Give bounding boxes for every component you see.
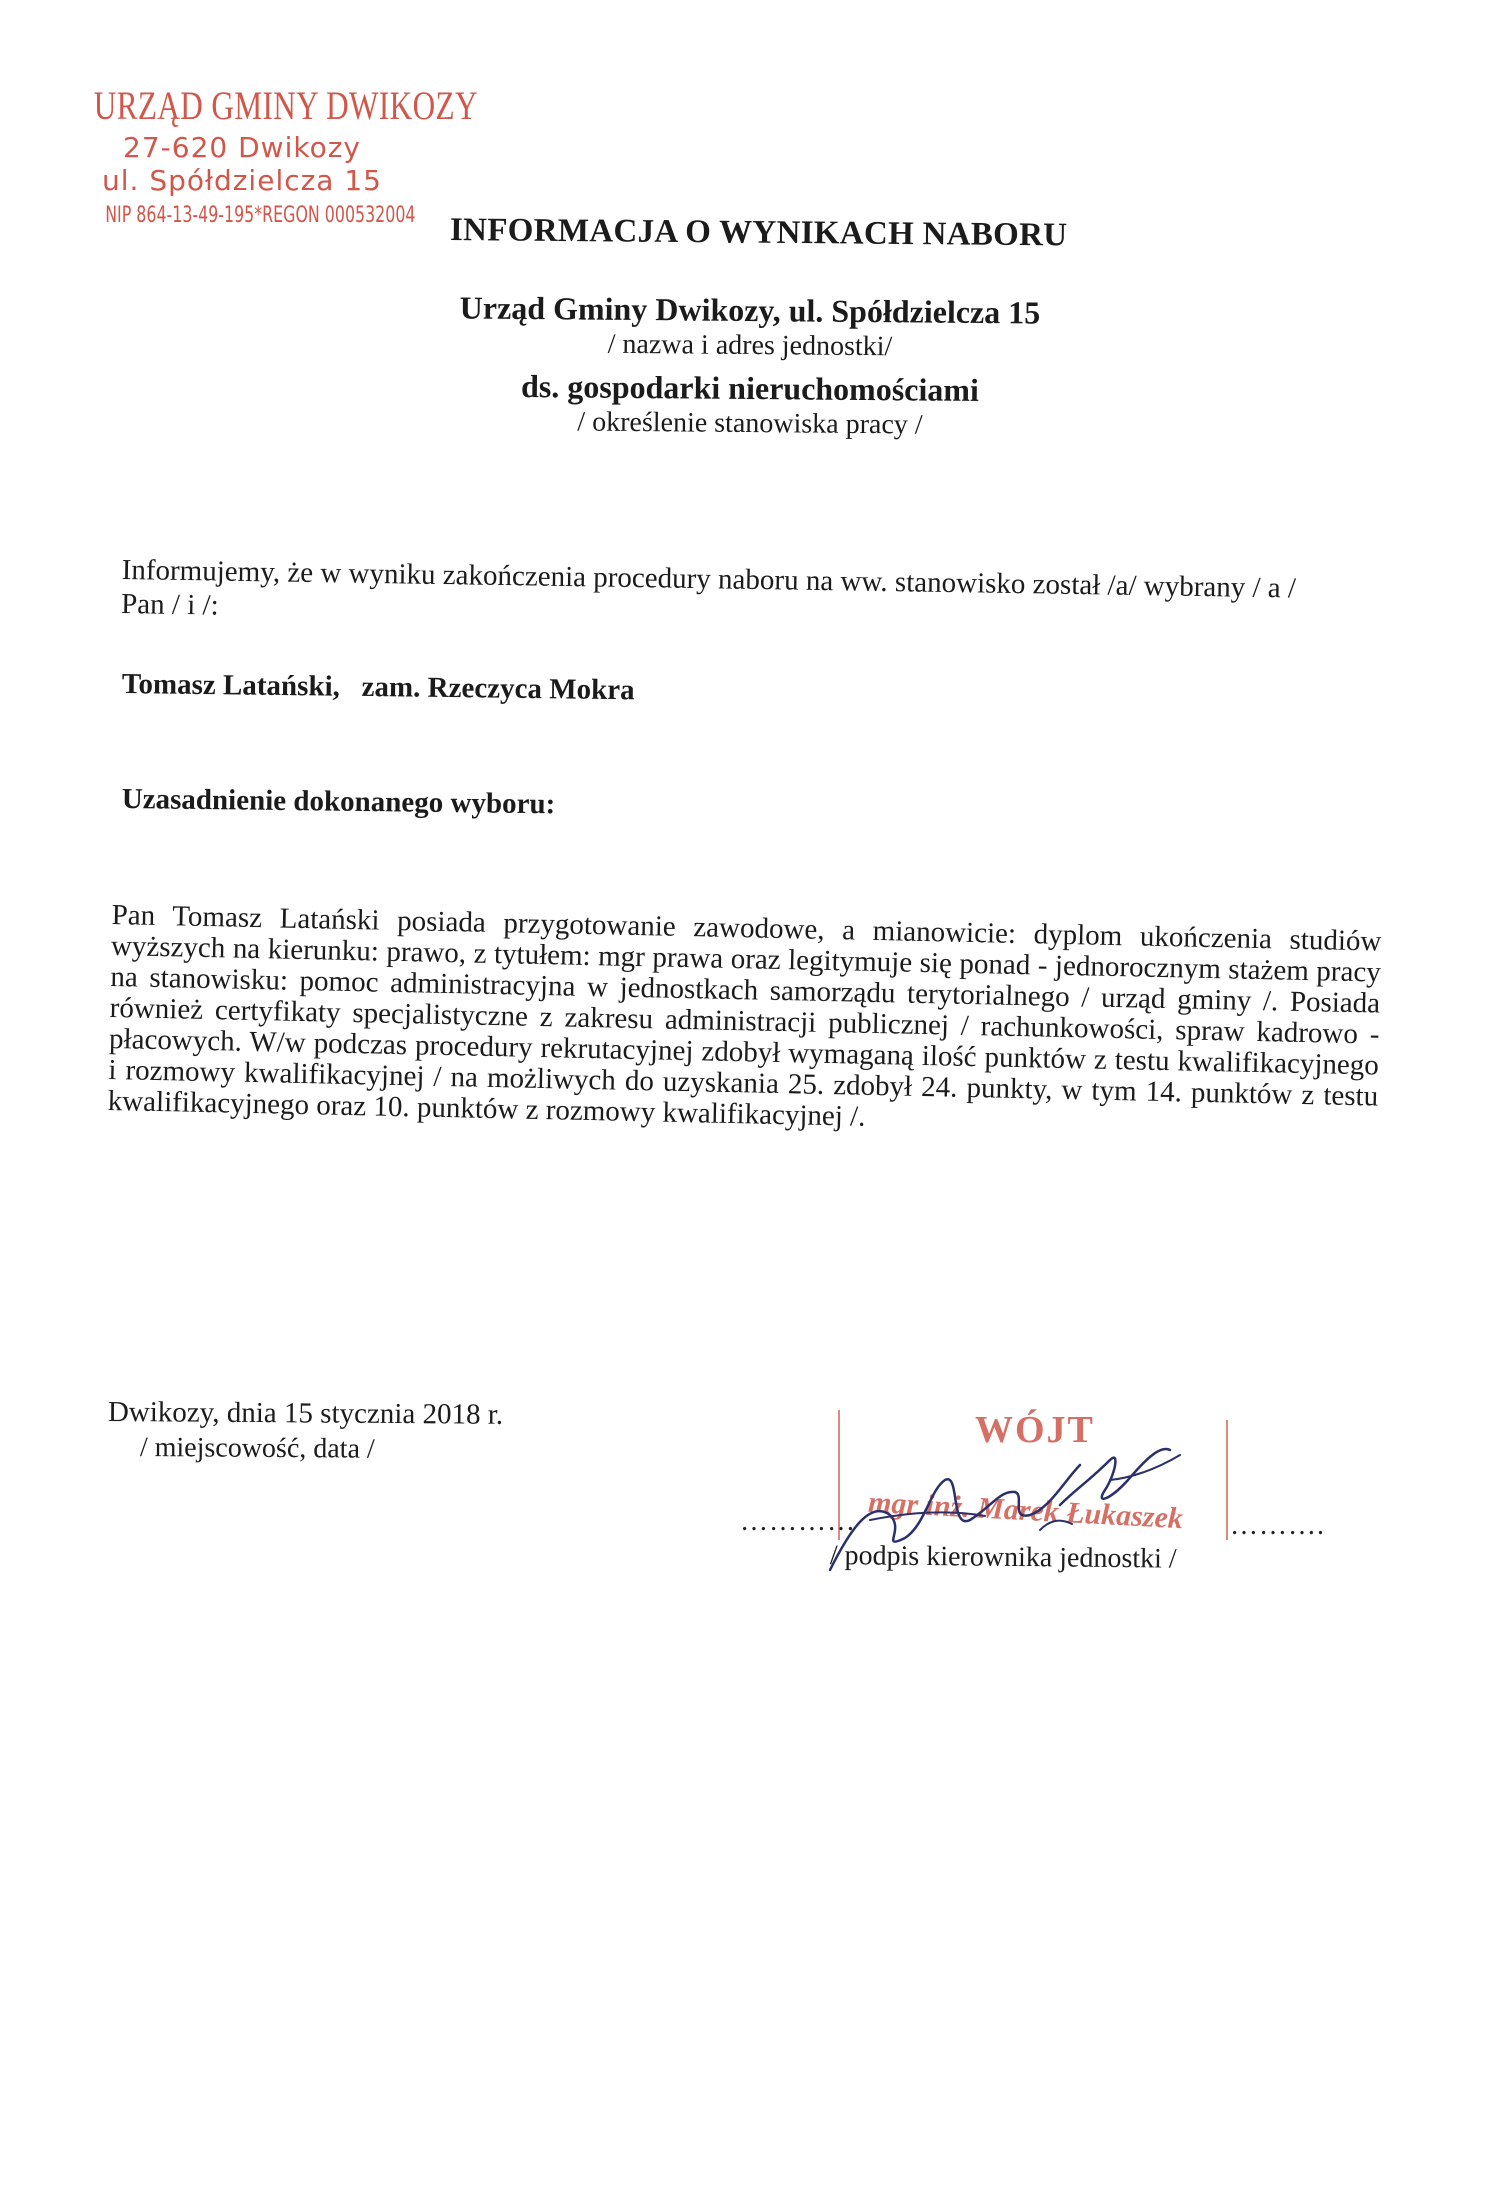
justification-heading: Uzasadnienie dokonanego wyboru: bbox=[121, 783, 556, 821]
document-title: INFORMACJA O WYNIKACH NABORU bbox=[449, 212, 1068, 254]
signature-line-left: ………… bbox=[740, 1506, 856, 1537]
intro-paragraph: Informujemy, że w wyniku zakończenia procedury naboru na ww. stanowisko został /a/ wybrany / a / Pan / i /: bbox=[120, 553, 1297, 622]
chosen-person: Tomasz Latański, zam. Rzeczyca Mokra bbox=[121, 668, 635, 707]
position-name: ds. gospodarki nieruchomościami bbox=[520, 368, 980, 408]
place-date: Dwikozy, dnia 15 stycznia 2018 r. bbox=[107, 1396, 504, 1431]
office-stamp-name: URZĄD GMINY DWIKOZY bbox=[93, 83, 478, 128]
mayor-stamp-title: WÓJT bbox=[975, 1409, 1095, 1451]
place-date-caption: / miejscowość, data / bbox=[139, 1432, 375, 1465]
mayor-stamp-name: mgr inż. Marek Łukaszek bbox=[867, 1485, 1184, 1536]
office-stamp bbox=[52, 82, 478, 228]
office-stamp-street: ul. Spółdzielcza 15 bbox=[102, 164, 382, 197]
position-caption: / określenie stanowiska pracy / bbox=[577, 406, 923, 441]
unit-caption: / nazwa i adres jednostki/ bbox=[607, 328, 893, 363]
office-stamp-nip-regon: NIP 864-13-49-195*REGON 000532004 bbox=[105, 203, 416, 228]
signature-caption: / podpis kierownika jednostki / bbox=[829, 1540, 1177, 1575]
justification-paragraph: Pan Tomasz Latański posiada przygotowanie zawodowe, a mianowicie: dyplom ukończenia studiów wyższych na kierunku: prawo, z tytułem: mgr prawa oraz legitymuje się ponad - jednorocznym stażem pracy na stanowisku: pomoc administracyjna w jednostkach samorządu terytorialnego / urząd gminy /. Posiada również certyfikaty specjalistyczne z zakresu administracji publicznej / rachunkowości, spraw kadrowo - płacowych. W/w podczas procedury rekrutacyjnej zdobył wymaganą ilość punktów z testu kwalifikacyjnego i rozmowy kwalifikacyjnej / na możliwych do uzyskania 25. zdobył 24. punkty, w tym 14. punktów z testu kwalifikacyjnego oraz 10. punktów z rozmowy kwalifikacyjnej /. bbox=[107, 899, 1382, 1133]
office-stamp-postcode: 27-620 Dwikozy bbox=[123, 131, 361, 164]
unit-name: Urząd Gminy Dwikozy, ul. Spółdzielcza 15 bbox=[459, 289, 1041, 331]
signature-line-right: ………. bbox=[1230, 1510, 1325, 1541]
